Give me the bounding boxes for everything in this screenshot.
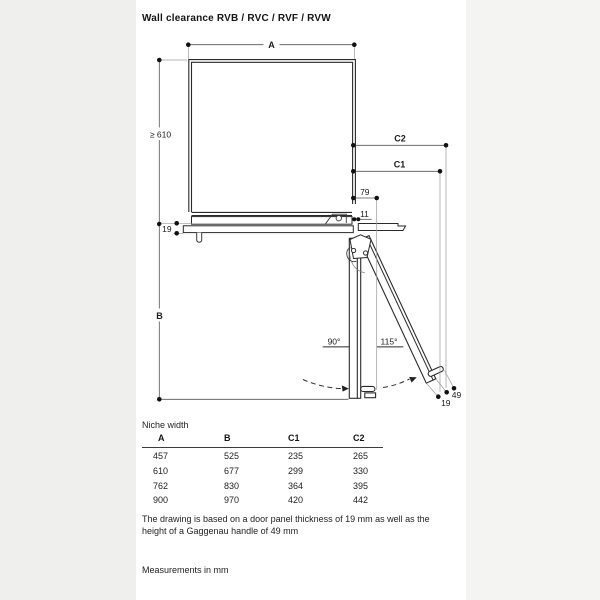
arrow-right-icon	[342, 385, 349, 391]
table-cell: 457	[153, 451, 169, 461]
dimension-a	[186, 39, 357, 59]
angle-115-label: 115°	[380, 336, 398, 347]
table-header-a: A	[142, 432, 224, 448]
appliance-foot	[197, 233, 202, 243]
adjacent-front-panels	[183, 224, 405, 233]
angle-labels	[323, 337, 404, 347]
table-cell: 442	[353, 495, 369, 506]
dim-c2-label: C2	[394, 133, 406, 144]
table-cell: 610	[153, 465, 169, 476]
table-cell: 525	[224, 451, 240, 461]
table-cell: 330	[353, 465, 369, 476]
angle-90-label: 90°	[327, 336, 341, 347]
dimension-gap-11	[352, 209, 371, 221]
dim-a-label: A	[268, 40, 275, 50]
table-cell: 900	[153, 495, 169, 506]
niche-width-caption: Niche width	[142, 420, 189, 430]
niche-cabinet-outline	[189, 60, 356, 216]
page-title: Wall clearance RVB / RVC / RVF / RVW	[142, 13, 331, 24]
table-header-c2: C2	[353, 432, 383, 448]
table-header-b: B	[224, 432, 288, 448]
front-panel-19-label: 19	[162, 224, 172, 235]
table-cell: 677	[224, 465, 240, 476]
hinge-79-label: 79	[360, 186, 370, 197]
table-cell: 265	[353, 451, 369, 461]
table-cell: 420	[288, 495, 304, 506]
table-cell: 364	[288, 480, 304, 491]
drawing-note-line-2: height of a Gaggenau handle of 49 mm	[142, 525, 299, 536]
table-cell: 299	[288, 465, 304, 476]
table-cell: 970	[224, 495, 240, 506]
table-cell: 762	[153, 480, 169, 491]
dim-b-label: B	[156, 310, 163, 321]
drawing-note	[142, 514, 472, 537]
door-open-115	[360, 236, 445, 384]
handle-49-label: 49	[451, 390, 462, 401]
dimension-c2	[351, 134, 448, 388]
gap-11-label: 11	[360, 209, 369, 220]
table-header-c1: C1	[288, 432, 353, 448]
drawing-note-line-1: The drawing is based on a door panel thickness of 19 mm as well as the	[142, 514, 430, 524]
door-end-19-label: 19	[441, 398, 451, 408]
units-note: Measurements in mm	[142, 565, 229, 575]
niche-depth-label: ≥ 610	[149, 129, 172, 140]
table-cell: 830	[224, 480, 240, 491]
table-cell: 395	[353, 480, 369, 491]
dim-c1-label: C1	[393, 159, 406, 170]
arrow-up-right-icon	[409, 377, 417, 383]
niche-width-table	[142, 432, 383, 507]
table-cell: 235	[288, 451, 304, 461]
